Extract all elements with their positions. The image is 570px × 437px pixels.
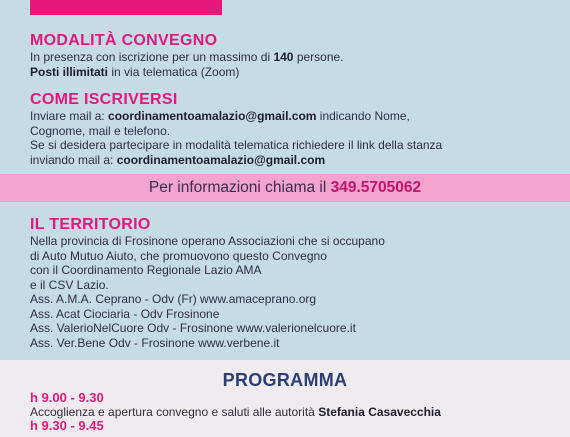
iscriversi-line-4 <box>30 153 560 168</box>
iscriversi-heading: COME ISCRIVERSI <box>30 91 178 108</box>
territorio-line: Nella provincia di Frosinone operano Associazioni che si occupano <box>30 234 385 248</box>
program-speaker-1: Stefania Casavecchia <box>318 405 441 419</box>
territorio-line: con il Coordinamento Regionale Lazio AMA <box>30 263 262 277</box>
iscriversi-line-1 <box>30 109 560 124</box>
contact-email-link-2[interactable]: coordinamentoamalazio@gmail.com <box>116 152 326 167</box>
contact-email-link[interactable]: coordinamentoamalazio@gmail.com <box>108 109 317 123</box>
programma-title: PROGRAMMA <box>222 370 348 390</box>
programma-section <box>0 360 570 437</box>
modalita-line-1-suffix: persone. <box>293 50 344 64</box>
territorio-heading: IL TERRITORIO <box>30 216 151 233</box>
modalita-line-2-text: in via telematica (Zoom) <box>108 64 240 79</box>
program-time-1: h 9.00 - 9.30 <box>30 390 104 405</box>
unlimited-seats-label: Posti illimitati <box>30 64 109 79</box>
max-persons-count: 140 <box>273 50 294 64</box>
iscriversi-section <box>30 91 560 167</box>
association-acat-ciociaria: Ass. Acat Ciociaria - Odv Frosinone <box>30 306 220 321</box>
iscriversi-line-2: Cognome, mail e telefono. <box>30 123 171 138</box>
top-pink-block <box>30 0 222 15</box>
modalita-section <box>30 32 560 79</box>
association-verbene: Ass. Ver.Bene Odv - Frosinone www.verbene.it <box>30 335 280 350</box>
info-text: Per informazioni chiama il <box>148 179 331 196</box>
info-phone-number[interactable]: 349.5705062 <box>330 179 422 196</box>
iscriversi-line-1-text: Inviare mail a: <box>30 109 109 123</box>
iscriversi-line-4-text: inviando mail a: <box>30 152 117 167</box>
modalita-line-2 <box>30 65 560 80</box>
modalita-line-1-text: In presenza con iscrizione per un massimo di <box>30 50 274 64</box>
association-ama-ceprano: Ass. A.M.A. Ceprano - Odv (Fr) www.amaceprano.org <box>30 292 317 306</box>
program-desc-1-text: Accoglienza e apertura convegno e saluti alle autorità <box>30 405 319 419</box>
info-band <box>0 174 570 202</box>
iscriversi-line-1-suffix: indicando Nome, <box>316 109 410 123</box>
modalita-heading: MODALITÀ CONVEGNO <box>30 32 218 49</box>
territorio-line: di Auto Mutuo Aiuto, che promuovono questo Convegno <box>30 248 327 263</box>
modalita-line-1 <box>30 50 560 65</box>
territorio-section <box>30 216 560 350</box>
association-valerionelcuore: Ass. ValerioNelCuore Odv - Frosinone www.valerionelcuore.it <box>30 321 356 335</box>
iscriversi-line-3: Se si desidera partecipare in modalità telematica richiedere il link della stanza <box>30 138 443 152</box>
program-desc-1 <box>30 405 441 419</box>
program-time-2: h 9.30 - 9.45 <box>30 418 104 433</box>
territorio-line: e il CSV Lazio. <box>30 277 109 292</box>
